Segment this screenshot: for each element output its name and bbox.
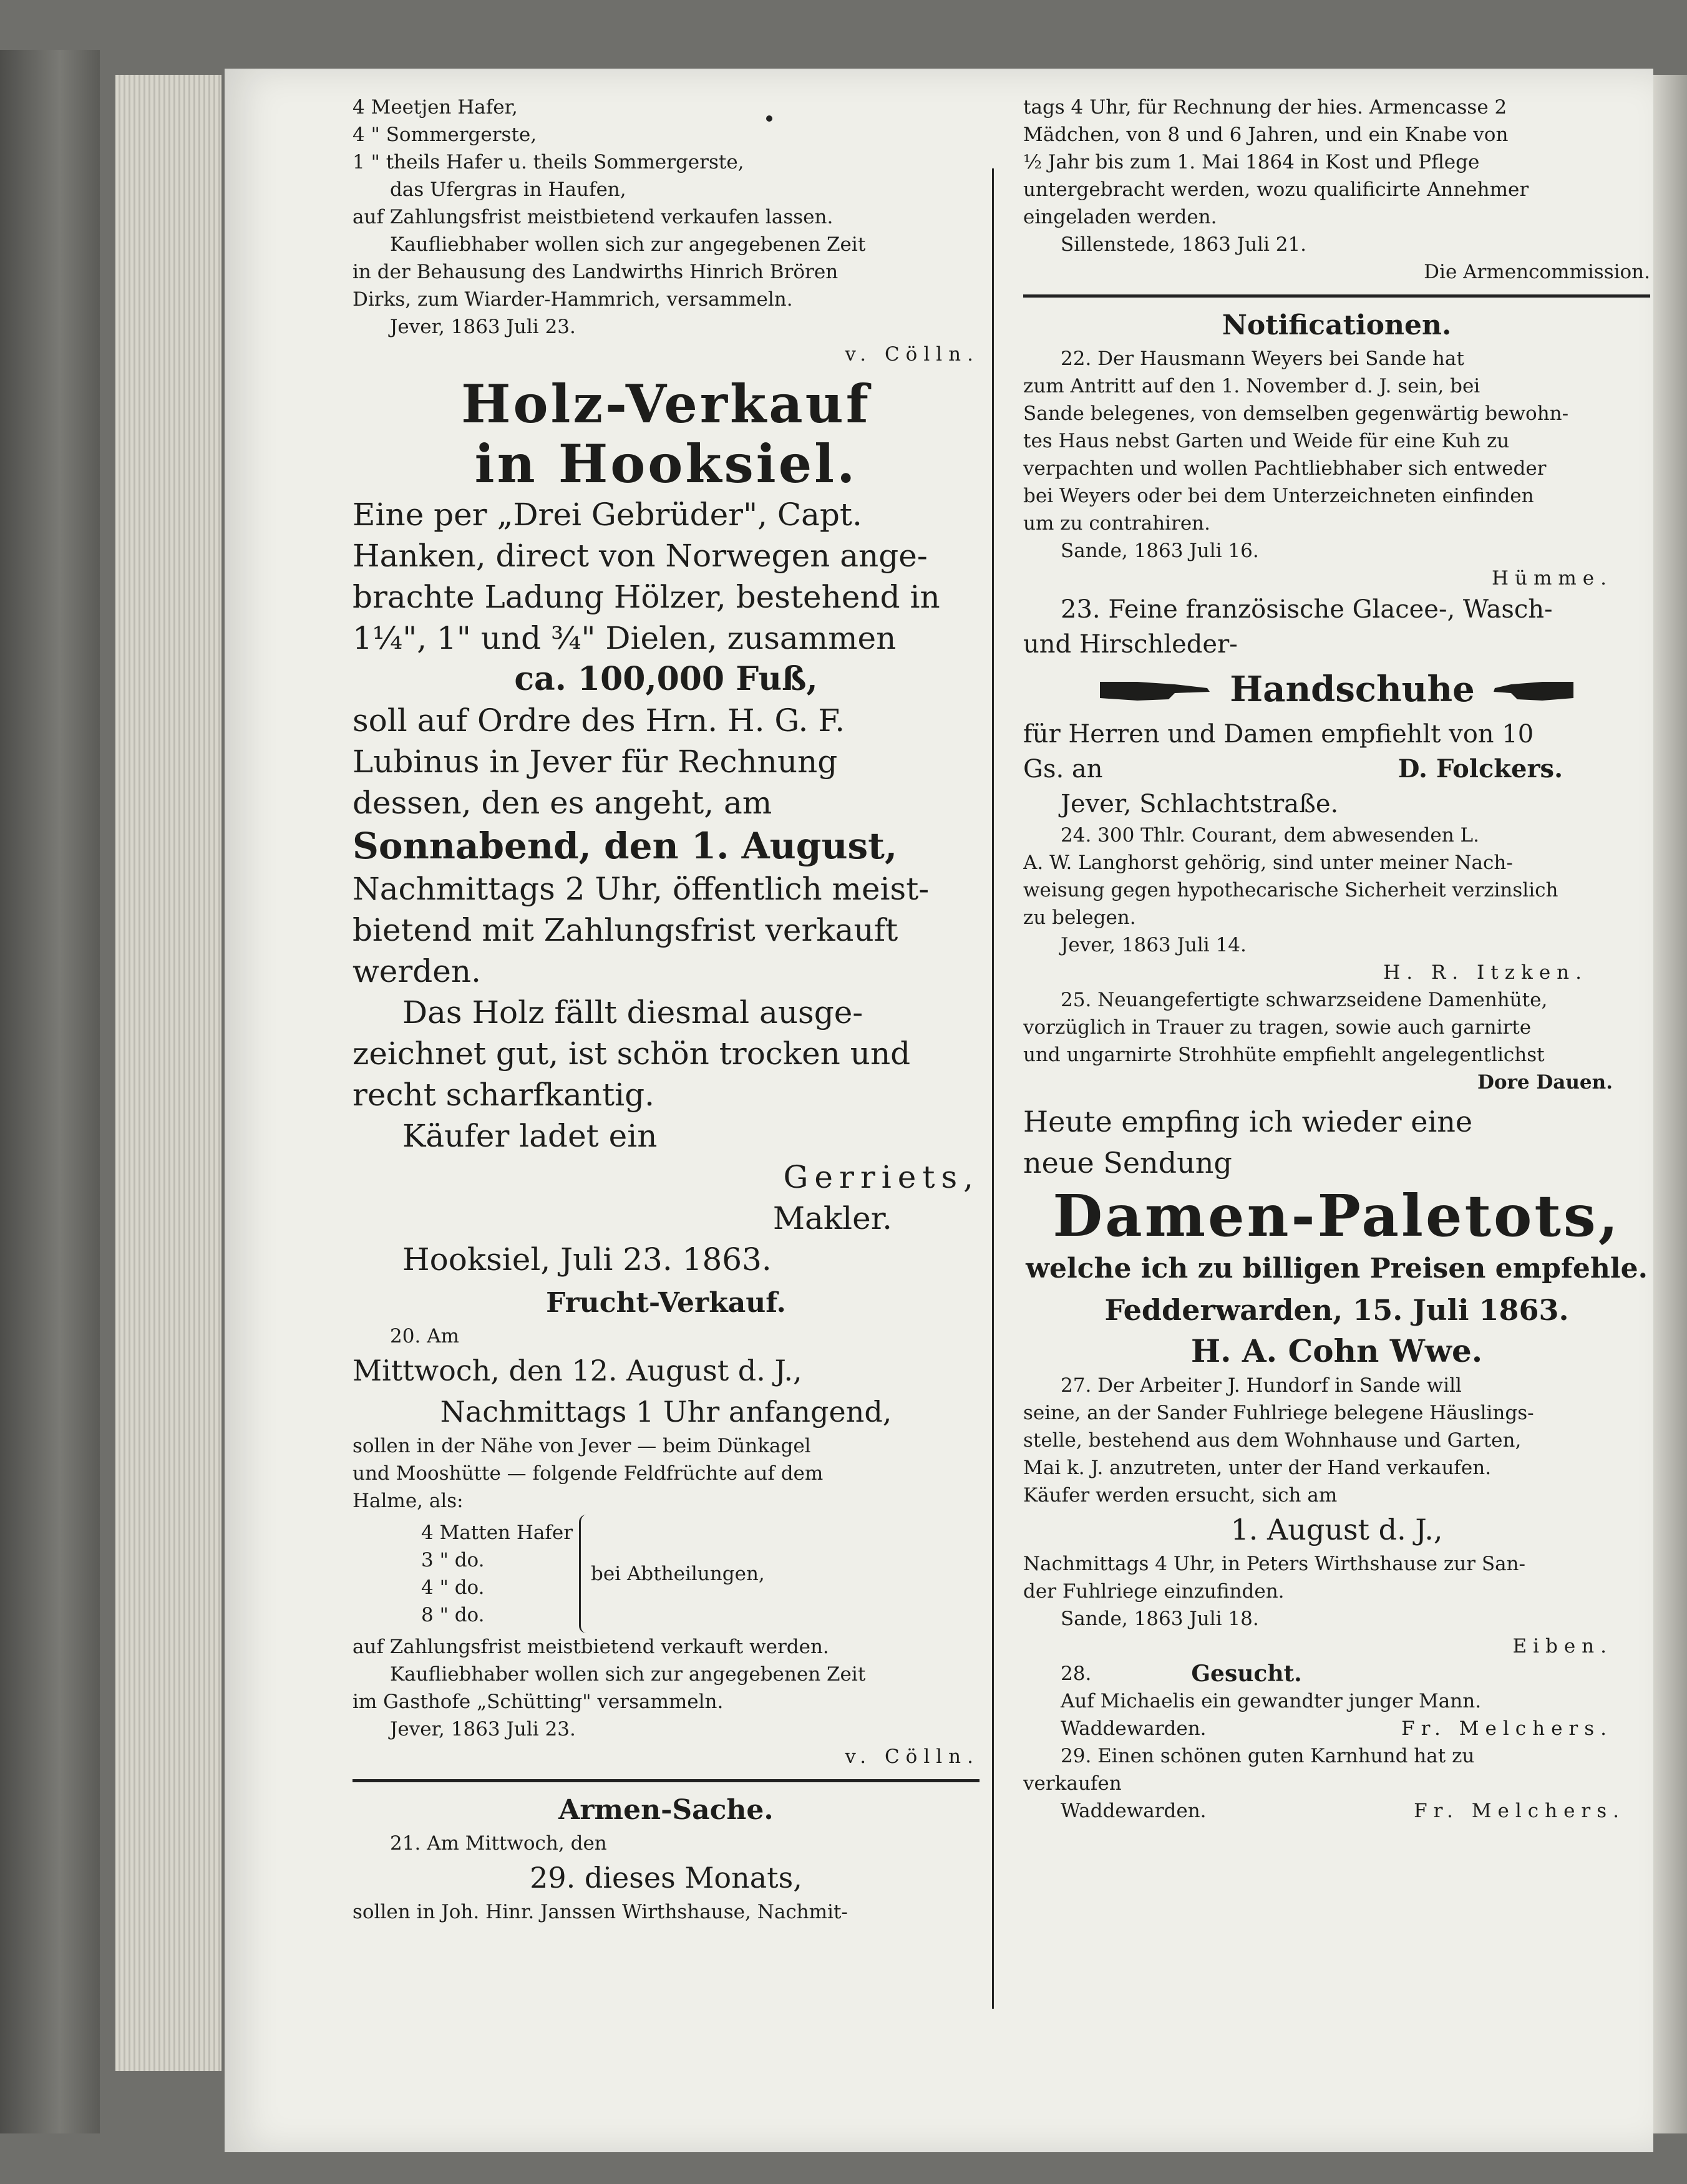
brace-label: bei Abtheilungen, (591, 1563, 765, 1585)
text-line: sollen in der Nähe von Jever — beim Dünkagel (352, 1435, 811, 1457)
text-line: stelle, bestehend aus dem Wohnhause und Garten, (1023, 1429, 1522, 1452)
notice-karnhund (1023, 1742, 1650, 1825)
text-line: Nachmittags 4 Uhr, in Peters Wirthshause zur San- (1023, 1553, 1526, 1575)
notice-haeuslingsstelle (1023, 1372, 1650, 1660)
ad-headline: Holz-Verkauf (461, 373, 871, 435)
ad-text: Fedderwarden, 15. Juli 1863. (1104, 1293, 1569, 1327)
text-line: zu belegen. (1023, 906, 1136, 929)
handschuhe-banner (1023, 667, 1650, 712)
text-line: Mädchen, von 8 und 6 Jahren, und ein Knabe von (1023, 124, 1509, 146)
handschuhe-headline: Handschuhe (1230, 669, 1475, 710)
text-line: Käufer werden ersucht, sich am (1023, 1484, 1338, 1507)
notice-damenhuete (1023, 986, 1650, 1096)
ad-holz-verkauf (352, 374, 980, 1280)
text-line: im Gasthofe „Schütting" versammeln. (352, 1691, 724, 1713)
signature: D. Folckers. (1398, 754, 1563, 784)
gesucht-header (1023, 1660, 1650, 1687)
text-line: zum Antritt auf den 1. November d. J. sein, bei (1023, 375, 1480, 397)
text-line: der Fuhlriege einzufinden. (1023, 1580, 1285, 1603)
ad-headline: Damen-Paletots, (1053, 1182, 1621, 1250)
column-divider (992, 168, 994, 2009)
date-line: 29. dieses Monats, (530, 1861, 802, 1895)
notice-armen-sache (352, 1791, 980, 1926)
signature-row (1023, 1797, 1650, 1825)
address-line: Jever, Schlachtstraße. (1061, 790, 1339, 818)
signature: Dore Dauen. (1477, 1071, 1613, 1094)
ad-headline: in Hooksiel. (474, 433, 858, 495)
crop-list (352, 1515, 980, 1633)
text-line: Gs. an (1023, 755, 1103, 784)
crop-item: 4 " do. (421, 1576, 485, 1599)
ad-damen-paletots (1023, 1101, 1650, 1372)
ad-signature: Gerriets, (783, 1159, 980, 1195)
place-date: Jever, 1863 Juli 23. (390, 316, 576, 338)
text-line: Auf Michaelis ein gewandter junger Mann. (1061, 1690, 1482, 1712)
page-stack-edge (115, 75, 221, 2071)
text-line: Kaufliebhaber wollen sich zur angegebenen Zeit (390, 1663, 866, 1686)
notice-frucht-verkauf (352, 1284, 980, 1770)
section-title: Notificationen. (1222, 309, 1452, 341)
ad-text: 1¼", 1" und ¾" Dielen, zusammen (352, 620, 897, 656)
ad-text: Nachmittags 2 Uhr, öffentlich meist- (352, 871, 930, 907)
ad-text: bietend mit Zahlungsfrist verkauft (352, 912, 898, 948)
signature: Hümme. (1492, 567, 1613, 590)
ad-text: Käufer ladet ein (402, 1118, 658, 1154)
ad-text: Heute empfing ich wieder eine (1023, 1105, 1473, 1138)
text-line: vorzüglich in Trauer zu tragen, sowie auch garnirte (1023, 1016, 1532, 1039)
ad-text: zeichnet gut, ist schön trocken und (352, 1036, 911, 1072)
text-line: 23. Feine französische Glacee-, Wasch- (1061, 595, 1553, 624)
signature: Eiben. (1512, 1635, 1613, 1657)
text-line: Mai k. J. anzutreten, unter der Hand verkaufen. (1023, 1457, 1492, 1479)
text-line: A. W. Langhorst gehörig, sind unter meiner Nach- (1023, 852, 1513, 874)
ad-signature: Makler. (772, 1200, 892, 1236)
place-date: Sillenstede, 1863 Juli 21. (1061, 233, 1307, 256)
text-line: das Ufergras in Haufen, (390, 178, 626, 201)
ad-place-date: Hooksiel, Juli 23. 1863. (402, 1241, 772, 1278)
ad-text: welche ich zu billigen Preisen empfehle. (1026, 1253, 1648, 1284)
notice-armencasse (1023, 94, 1650, 286)
text-line: eingeladen werden. (1023, 206, 1217, 228)
ad-text: neue Sendung (1023, 1146, 1232, 1180)
text-line: 21. Am Mittwoch, den (390, 1832, 607, 1855)
place-date: Jever, 1863 Juli 14. (1061, 934, 1247, 956)
ad-text: werden. (352, 953, 481, 989)
text-line: für Herren und Damen empfiehlt von 10 (1023, 720, 1534, 749)
ad-text: soll auf Ordre des Hrn. H. G. F. (352, 702, 845, 739)
text-line: Kaufliebhaber wollen sich zur angegebenen Zeit (390, 233, 866, 256)
signature: v. Cölln. (845, 343, 980, 366)
text-line: und ungarnirte Strohhüte empfiehlt angelegentlichst (1023, 1044, 1545, 1066)
ad-text: dessen, den es angeht, am (352, 785, 772, 821)
text-line: 24. 300 Thlr. Courant, dem abwesenden L. (1061, 824, 1479, 847)
text-line: weisung gegen hypothecarische Sicherheit verzinslich (1023, 879, 1558, 901)
text-line: 4 Meetjen Hafer, (352, 96, 518, 119)
pointing-hand-left-icon (1492, 671, 1573, 708)
text-line: und Hirschleder- (1023, 630, 1238, 659)
ad-text: brachte Ladung Hölzer, bestehend in (352, 579, 940, 615)
ad-text: Eine per „Drei Gebrüder", Capt. (352, 497, 862, 533)
text-line: seine, an der Sander Fuhlriege belegene Häuslings- (1023, 1402, 1534, 1424)
signature-row (1023, 752, 1650, 787)
left-column (352, 94, 980, 2059)
ad-text: Das Holz fällt diesmal ausge- (402, 994, 863, 1031)
ad-text: ca. 100,000 Fuß, (514, 660, 818, 698)
pointing-hand-right-icon (1100, 671, 1212, 708)
book-binding (0, 50, 100, 2133)
section-title: Armen-Sache. (558, 1794, 774, 1826)
text-line: 27. Der Arbeiter J. Hundorf in Sande will (1061, 1374, 1462, 1397)
text-line: ½ Jahr bis zum 1. Mai 1864 in Kost und Pflege (1023, 151, 1480, 173)
section-title: Gesucht. (1191, 1661, 1302, 1687)
text-line: auf Zahlungsfrist meistbietend verkaufen lassen. (352, 206, 834, 228)
text-line: Halme, als: (352, 1490, 464, 1512)
text-line: Dirks, zum Wiarder-Hammrich, versammeln. (352, 288, 793, 311)
crop-item: 3 " do. (421, 1549, 485, 1571)
date-line: Mittwoch, den 12. August d. J., (352, 1354, 802, 1387)
ad-signature: H. A. Cohn Wwe. (1190, 1332, 1483, 1369)
text-line: 29. Einen schönen guten Karnhund hat zu (1061, 1745, 1475, 1767)
signature: Fr. Melchers. (1401, 1717, 1613, 1740)
text-line: Sande belegenes, von demselben gegenwärtig bewohn- (1023, 402, 1569, 425)
crop-item: 8 " do. (421, 1604, 485, 1626)
ad-text: Sonnabend, den 1. August, (352, 825, 898, 867)
brace-mark (579, 1515, 591, 1633)
next-page-edge (1653, 75, 1687, 2133)
ad-text: Hanken, direct von Norwegen ange- (352, 538, 928, 574)
section-rule (1023, 294, 1650, 298)
notice-hafer (352, 94, 980, 368)
text-line: untergebracht werden, wozu qualificirte Annehmer (1023, 178, 1529, 201)
text-line: 20. Am (390, 1325, 459, 1347)
signature: v. Cölln. (845, 1745, 980, 1768)
signature-row (1023, 1715, 1650, 1742)
place: Waddewarden. (1061, 1800, 1207, 1822)
text-line: 25. Neuangefertigte schwarzseidene Damenhüte, (1061, 989, 1548, 1011)
notice-notificationen (1023, 306, 1650, 592)
ad-handschuhe (1023, 592, 1650, 822)
text-line: tes Haus nebst Garten und Weide für eine Kuh zu (1023, 430, 1510, 452)
place-date: Sande, 1863 Juli 16. (1061, 540, 1259, 562)
text-line: auf Zahlungsfrist meistbietend verkauft werden. (352, 1636, 829, 1658)
notice-gesucht (1023, 1660, 1650, 1742)
text-line: bei Weyers oder bei dem Unterzeichneten einfinden (1023, 485, 1534, 507)
crop-item: 4 Matten Hafer (421, 1522, 573, 1544)
place-date: Jever, 1863 Juli 23. (390, 1718, 576, 1740)
date-line: 1. August d. J., (1230, 1513, 1443, 1546)
text-line: verpachten und wollen Pachtliebhaber sich entweder (1023, 457, 1547, 480)
text-line: und Mooshütte — folgende Feldfrüchte auf dem (352, 1462, 824, 1485)
text-line: 28. (1061, 1662, 1092, 1685)
section-rule (352, 1779, 980, 1782)
text-line: um zu contrahiren. (1023, 512, 1210, 535)
place: Waddewarden. (1061, 1717, 1207, 1740)
right-column (1023, 94, 1650, 2059)
text-line: verkaufen (1023, 1772, 1122, 1795)
text-line: 22. Der Hausmann Weyers bei Sande hat (1061, 347, 1464, 370)
signature: Fr. Melchers. (1414, 1800, 1625, 1822)
section-title: Frucht-Verkauf. (546, 1287, 786, 1319)
ad-text: recht scharfkantig. (352, 1077, 655, 1113)
signature: Die Armencommission. (1424, 261, 1650, 283)
signature: H. R. Itzken. (1383, 961, 1588, 984)
ad-text: Lubinus in Jever für Rechnung (352, 744, 838, 780)
text-line: sollen in Joh. Hinr. Janssen Wirthshause, Nachmit- (352, 1901, 848, 1923)
text-line: 1 " theils Hafer u. theils Sommergerste, (352, 151, 744, 173)
notice-courant (1023, 822, 1650, 986)
text-line: 4 " Sommergerste, (352, 124, 537, 146)
text-line: tags 4 Uhr, für Rechnung der hies. Armencasse 2 (1023, 96, 1507, 119)
text-line: in der Behausung des Landwirths Hinrich Brören (352, 261, 839, 283)
date-line: Nachmittags 1 Uhr anfangend, (440, 1395, 892, 1429)
place-date: Sande, 1863 Juli 18. (1061, 1608, 1259, 1630)
